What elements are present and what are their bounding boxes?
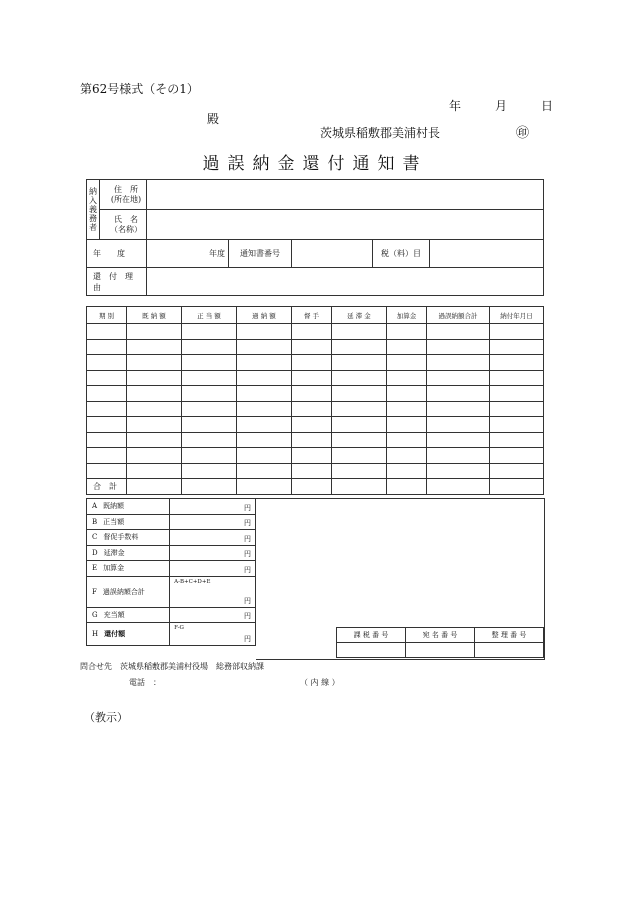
yen-unit: 円	[244, 519, 251, 527]
summary-value-field[interactable]	[170, 514, 256, 530]
detail-row	[87, 386, 544, 402]
yen-unit: 円	[244, 550, 251, 558]
address-number-label: 宛 名 番 号	[406, 628, 475, 643]
total-cell[interactable]	[127, 479, 182, 495]
detail-cell[interactable]	[182, 463, 237, 479]
addressee-honorific: 殿	[207, 112, 220, 126]
summary-code: E	[92, 564, 98, 573]
detail-cell[interactable]	[87, 448, 127, 464]
summary-row	[87, 545, 256, 561]
detail-row	[87, 324, 544, 340]
detail-total-row	[87, 479, 544, 495]
summary-label-text: 正当額	[103, 517, 125, 526]
tax-item-field[interactable]	[430, 240, 544, 268]
detail-cell[interactable]	[237, 355, 292, 371]
address-field[interactable]	[147, 180, 544, 210]
numbers-table	[336, 627, 544, 658]
summary-label-text: 既納額	[103, 502, 125, 511]
detail-cell[interactable]	[182, 339, 237, 355]
name-field[interactable]	[147, 210, 544, 240]
detail-cell[interactable]	[292, 339, 332, 355]
total-cell[interactable]	[332, 479, 387, 495]
detail-header-row	[87, 307, 544, 324]
detail-cell[interactable]	[332, 324, 387, 340]
detail-cell[interactable]	[490, 339, 544, 355]
detail-cell[interactable]	[237, 417, 292, 433]
detail-cell[interactable]	[387, 463, 427, 479]
detail-row	[87, 355, 544, 371]
reference-number-label: 整 理 番 号	[475, 628, 544, 643]
detail-cell[interactable]	[127, 324, 182, 340]
summary-label-text: 加算金	[103, 564, 125, 573]
detail-cell[interactable]	[427, 324, 490, 340]
detail-header-cell: 納付年月日	[490, 307, 544, 324]
detail-cell[interactable]	[182, 370, 237, 386]
summary-row	[87, 530, 256, 546]
summary-row	[87, 514, 256, 530]
detail-cell[interactable]	[182, 401, 237, 417]
detail-cell[interactable]	[237, 401, 292, 417]
form-number: 第62号様式（その1）	[80, 82, 199, 96]
detail-cell[interactable]	[490, 401, 544, 417]
summary-value-field[interactable]	[170, 607, 256, 623]
detail-cell[interactable]	[427, 417, 490, 433]
detail-cell[interactable]	[332, 432, 387, 448]
reason-field[interactable]	[147, 268, 544, 296]
detail-row	[87, 432, 544, 448]
summary-code: C	[92, 533, 98, 542]
address-number-field[interactable]	[406, 643, 475, 658]
detail-cell[interactable]	[182, 355, 237, 371]
detail-header-cell: 正 当 額	[182, 307, 237, 324]
detail-cell[interactable]	[332, 386, 387, 402]
detail-cell[interactable]	[427, 432, 490, 448]
detail-cell[interactable]	[87, 386, 127, 402]
summary-label-text: 充当額	[103, 610, 125, 619]
summary-row	[87, 607, 256, 623]
seal-mark: ㊞	[516, 126, 530, 141]
date-year: 年	[449, 99, 462, 113]
issuer-name: 茨城県稲敷郡美浦村長	[320, 126, 441, 140]
summary-value-field[interactable]	[170, 623, 256, 646]
detail-cell[interactable]	[292, 386, 332, 402]
summary-label-text: 還付額	[104, 629, 126, 638]
taxpayer-table	[86, 179, 544, 296]
detail-cell[interactable]	[490, 448, 544, 464]
detail-cell[interactable]	[332, 339, 387, 355]
summary-value-field[interactable]	[170, 499, 256, 515]
detail-cell[interactable]	[490, 370, 544, 386]
detail-cell[interactable]	[127, 463, 182, 479]
date-day: 日	[541, 99, 554, 113]
total-cell[interactable]	[490, 479, 544, 495]
summary-code: H	[92, 630, 99, 638]
yen-unit: 円	[244, 534, 251, 543]
detail-cell[interactable]	[237, 432, 292, 448]
name-label-cell: 氏 名 （名称）	[100, 210, 147, 240]
detail-cell[interactable]	[292, 401, 332, 417]
detail-cell[interactable]	[427, 386, 490, 402]
summary-value-field[interactable]	[170, 576, 256, 607]
detail-cell[interactable]	[387, 386, 427, 402]
summary-row	[87, 576, 256, 607]
year-field[interactable]: 年度	[147, 240, 229, 268]
notice-number-label: 通知書番号	[229, 240, 292, 268]
detail-cell[interactable]	[387, 432, 427, 448]
summary-row	[87, 499, 256, 515]
detail-cell[interactable]	[237, 339, 292, 355]
detail-table	[86, 306, 544, 495]
summary-value-field[interactable]	[170, 530, 256, 546]
detail-cell[interactable]	[127, 386, 182, 402]
summary-label	[87, 499, 170, 515]
detail-header-cell: 加算金	[387, 307, 427, 324]
summary-label	[87, 530, 170, 546]
summary-value-field[interactable]	[170, 561, 256, 577]
detail-cell[interactable]	[237, 386, 292, 402]
summary-label	[87, 576, 170, 607]
detail-cell[interactable]	[490, 324, 544, 340]
tax-number-field[interactable]	[337, 643, 406, 658]
summary-label	[87, 607, 170, 623]
detail-cell[interactable]	[332, 401, 387, 417]
summary-formula: F-G	[174, 625, 184, 631]
yen-unit: 円	[244, 635, 251, 643]
notice-number-field[interactable]	[292, 240, 373, 268]
address-label-cell: 住 所 (所在地)	[100, 180, 147, 210]
detail-cell[interactable]	[292, 370, 332, 386]
year-label: 年 度	[87, 240, 147, 268]
detail-cell[interactable]	[87, 432, 127, 448]
detail-cell[interactable]	[387, 448, 427, 464]
total-cell[interactable]	[182, 479, 237, 495]
detail-row	[87, 463, 544, 479]
detail-cell[interactable]	[427, 355, 490, 371]
total-cell[interactable]	[237, 479, 292, 495]
detail-row	[87, 448, 544, 464]
detail-cell[interactable]	[87, 324, 127, 340]
detail-cell[interactable]	[237, 463, 292, 479]
total-cell[interactable]	[387, 479, 427, 495]
detail-row	[87, 339, 544, 355]
detail-cell[interactable]	[387, 401, 427, 417]
detail-cell[interactable]	[427, 448, 490, 464]
summary-code: A	[92, 502, 98, 511]
taxpayer-group-label: 納入義務者	[87, 180, 100, 240]
detail-cell[interactable]	[127, 339, 182, 355]
tax-item-label: 税（料）目	[373, 240, 430, 268]
detail-cell[interactable]	[490, 386, 544, 402]
summary-value-field[interactable]	[170, 545, 256, 561]
detail-cell[interactable]	[182, 386, 237, 402]
detail-cell[interactable]	[182, 324, 237, 340]
detail-cell[interactable]	[292, 417, 332, 433]
detail-header-cell: 期 別	[87, 307, 127, 324]
detail-cell[interactable]	[182, 417, 237, 433]
detail-cell[interactable]	[427, 370, 490, 386]
tax-number-label: 課 税 番 号	[337, 628, 406, 643]
detail-row	[87, 370, 544, 386]
detail-header-cell: 過誤納額合計	[427, 307, 490, 324]
total-cell[interactable]	[292, 479, 332, 495]
detail-cell[interactable]	[87, 339, 127, 355]
detail-cell[interactable]	[87, 370, 127, 386]
reason-label: 還 付 理 由	[87, 268, 147, 296]
detail-cell[interactable]	[127, 401, 182, 417]
detail-cell[interactable]	[332, 370, 387, 386]
detail-cell[interactable]	[127, 355, 182, 371]
yen-unit: 円	[244, 565, 251, 574]
detail-cell[interactable]	[387, 370, 427, 386]
summary-row	[87, 623, 256, 646]
detail-cell[interactable]	[332, 417, 387, 433]
detail-cell[interactable]	[490, 463, 544, 479]
detail-cell[interactable]	[292, 448, 332, 464]
detail-cell[interactable]	[127, 417, 182, 433]
detail-cell[interactable]	[127, 370, 182, 386]
document-title: 過誤納金還付通知書	[202, 154, 428, 174]
summary-label-text: 督促手数料	[103, 533, 139, 542]
detail-cell[interactable]	[387, 417, 427, 433]
summary-formula: A-B+C+D+E	[174, 578, 211, 585]
summary-label	[87, 514, 170, 530]
yen-unit: 円	[244, 503, 251, 512]
detail-cell[interactable]	[427, 401, 490, 417]
summary-code: B	[92, 517, 98, 526]
detail-cell[interactable]	[182, 448, 237, 464]
total-cell[interactable]	[427, 479, 490, 495]
summary-label	[87, 623, 170, 646]
detail-cell[interactable]	[87, 355, 127, 371]
summary-label-text: 過誤納額合計	[102, 587, 145, 596]
detail-cell[interactable]	[87, 417, 127, 433]
detail-cell[interactable]	[87, 463, 127, 479]
summary-label-text: 延滞金	[103, 548, 125, 557]
yen-unit: 円	[244, 596, 251, 605]
date-month: 月	[495, 99, 508, 113]
detail-cell[interactable]	[292, 355, 332, 371]
detail-cell[interactable]	[490, 355, 544, 371]
detail-row	[87, 401, 544, 417]
detail-cell[interactable]	[127, 432, 182, 448]
detail-cell[interactable]	[182, 432, 237, 448]
extension-label: （ 内 線 ）	[300, 678, 340, 687]
summary-label	[87, 545, 170, 561]
detail-header-cell: 延 滞 金	[332, 307, 387, 324]
detail-header-cell: 既 納 額	[127, 307, 182, 324]
summary-label	[87, 561, 170, 577]
summary-code: F	[92, 587, 97, 596]
detail-cell[interactable]	[427, 339, 490, 355]
detail-header-cell: 過 納 額	[237, 307, 292, 324]
detail-row	[87, 417, 544, 433]
detail-cell[interactable]	[237, 370, 292, 386]
detail-cell[interactable]	[387, 324, 427, 340]
detail-cell[interactable]	[490, 432, 544, 448]
detail-cell[interactable]	[237, 324, 292, 340]
detail-cell[interactable]	[490, 417, 544, 433]
detail-cell[interactable]	[237, 448, 292, 464]
summary-row	[87, 561, 256, 577]
phone-label: 電話 ：	[129, 678, 161, 687]
detail-cell[interactable]	[292, 324, 332, 340]
detail-cell[interactable]	[332, 355, 387, 371]
detail-cell[interactable]	[127, 448, 182, 464]
detail-cell[interactable]	[387, 339, 427, 355]
detail-cell[interactable]	[292, 432, 332, 448]
detail-cell[interactable]	[387, 355, 427, 371]
yen-unit: 円	[244, 612, 251, 620]
detail-cell[interactable]	[87, 401, 127, 417]
detail-header-cell: 督 手	[292, 307, 332, 324]
contact-info: 問合せ先 茨城県稲敷郡美浦村役場 総務部収納課	[80, 662, 264, 671]
total-label: 合 計	[87, 479, 127, 495]
detail-cell[interactable]	[332, 463, 387, 479]
teaching-note: （教示）	[84, 711, 128, 724]
detail-cell[interactable]	[427, 463, 490, 479]
summary-code: G	[92, 610, 98, 619]
summary-table	[86, 498, 256, 646]
detail-cell[interactable]	[292, 463, 332, 479]
reference-number-field[interactable]	[475, 643, 544, 658]
summary-code: D	[92, 548, 98, 557]
detail-cell[interactable]	[332, 448, 387, 464]
